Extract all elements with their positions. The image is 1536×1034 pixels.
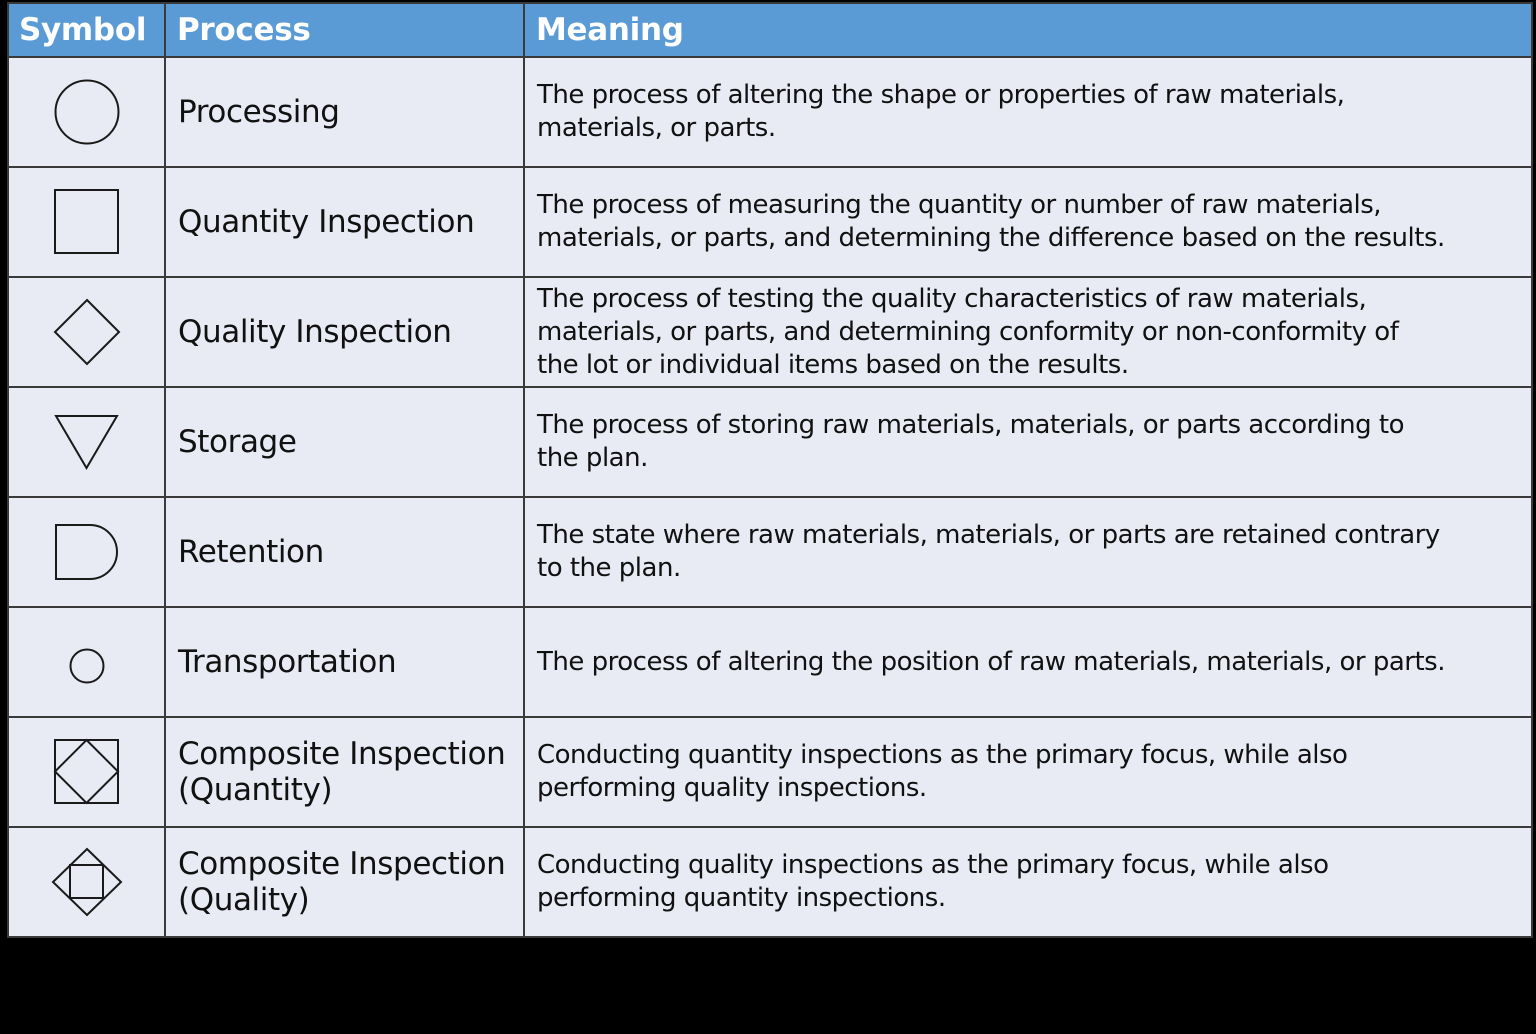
symbol-cell <box>8 277 165 387</box>
meaning-line: The process of altering the shape or properties of raw materials, <box>537 80 1345 110</box>
meaning-line: performing quality inspections. <box>537 773 927 803</box>
process-name: Storage <box>178 424 297 460</box>
meaning-cell <box>524 497 1532 607</box>
process-name: Quantity Inspection <box>178 204 475 240</box>
symbol-cell <box>8 607 165 717</box>
symbol-cell <box>8 497 165 607</box>
process-cell <box>165 717 524 827</box>
symbol-cell <box>8 717 165 827</box>
process-name: Composite Inspection <box>178 736 506 772</box>
meaning-line: Conducting quality inspections as the primary focus, while also <box>537 850 1329 880</box>
table-row <box>8 497 1532 607</box>
diamond-in-square-icon <box>53 738 121 806</box>
meaning-line: materials, or parts, and determining the difference based on the results. <box>537 223 1445 253</box>
symbol-cell <box>8 827 165 937</box>
meaning-cell <box>524 717 1532 827</box>
meaning-cell <box>524 277 1532 387</box>
meaning-line: performing quantity inspections. <box>537 883 946 913</box>
circle-small-icon <box>68 647 106 685</box>
meaning-line: Conducting quantity inspections as the primary focus, while also <box>537 740 1348 770</box>
process-cell <box>165 607 524 717</box>
table-row <box>8 827 1532 937</box>
process-name: Transportation <box>178 644 397 680</box>
table-row <box>8 167 1532 277</box>
meaning-cell <box>524 827 1532 937</box>
meaning-cell <box>524 607 1532 717</box>
table-row <box>8 277 1532 387</box>
meaning-cell <box>524 167 1532 277</box>
header-meaning: Meaning <box>524 3 1532 57</box>
square-icon <box>53 188 121 256</box>
header-row <box>8 3 1532 57</box>
meaning-cell <box>524 387 1532 497</box>
process-cell <box>165 497 524 607</box>
inverted-triangle-icon <box>54 413 120 471</box>
table-row <box>8 717 1532 827</box>
diamond-icon <box>53 298 121 366</box>
process-name-sub: (Quantity) <box>178 772 333 808</box>
table-row <box>8 57 1532 167</box>
header-process: Process <box>165 3 524 57</box>
table-row <box>8 387 1532 497</box>
d-shape-icon <box>54 523 120 581</box>
meaning-line: to the plan. <box>537 553 681 583</box>
circle-large-icon <box>53 78 121 146</box>
process-cell <box>165 277 524 387</box>
meaning-line: The process of storing raw materials, materials, or parts according to <box>537 410 1405 440</box>
process-name: Composite Inspection <box>178 846 506 882</box>
process-cell <box>165 57 524 167</box>
meaning-line: The process of testing the quality characteristics of raw materials, <box>537 283 1367 314</box>
meaning-line: materials, or parts. <box>537 113 776 143</box>
meaning-line: materials, or parts, and determining conformity or non-conformity of <box>537 316 1399 347</box>
process-name: Processing <box>178 94 340 130</box>
meaning-line: The state where raw materials, materials, or parts are retained contrary <box>537 520 1440 550</box>
table-row <box>8 607 1532 717</box>
square-in-diamond-icon <box>51 847 123 917</box>
meaning-line: the lot or individual items based on the results. <box>537 349 1129 380</box>
symbol-cell <box>8 167 165 277</box>
meaning-line: the plan. <box>537 443 648 473</box>
meaning-line: The process of altering the position of raw materials, materials, or parts. <box>537 646 1445 677</box>
symbol-cell <box>8 387 165 497</box>
process-cell <box>165 827 524 937</box>
process-cell <box>165 167 524 277</box>
process-name: Retention <box>178 534 324 570</box>
header-symbol: Symbol <box>8 3 165 57</box>
process-cell <box>165 387 524 497</box>
meaning-cell <box>524 57 1532 167</box>
process-name: Quality Inspection <box>178 314 452 350</box>
process-name-sub: (Quality) <box>178 882 310 918</box>
meaning-line: The process of measuring the quantity or number of raw materials, <box>537 190 1382 220</box>
process-symbols-table <box>7 2 1533 938</box>
symbol-cell <box>8 57 165 167</box>
